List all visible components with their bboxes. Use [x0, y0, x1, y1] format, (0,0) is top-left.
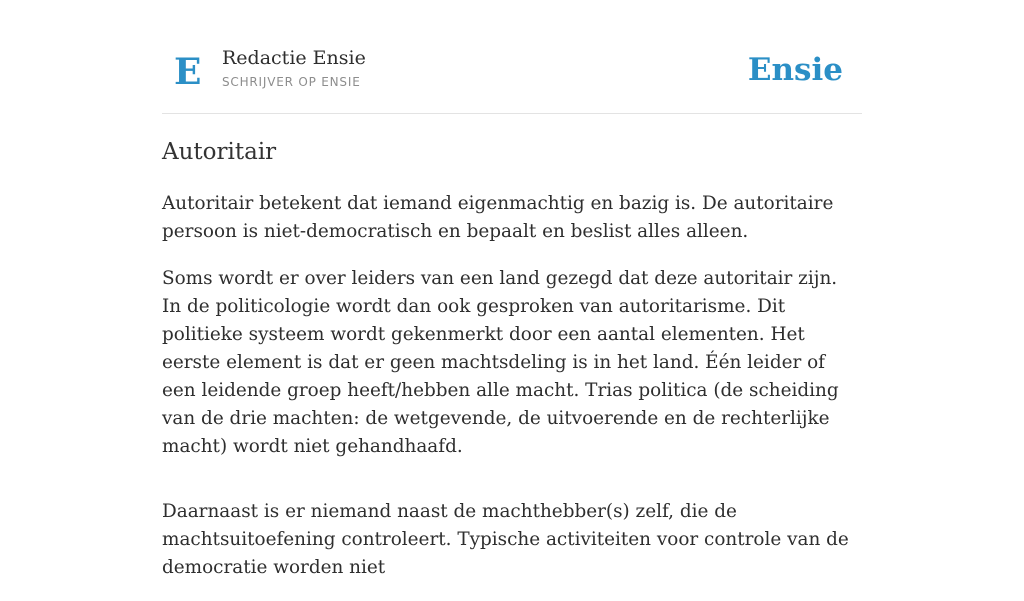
article-paragraph: Autoritair betekent dat iemand eigenmachtig en bazig is. De autoritaire persoon is niet-democratisch en bepaalt en beslist alles alleen.: [162, 193, 834, 242]
article-body: [162, 190, 862, 601]
author-role: SCHRIJVER OP ENSIE: [222, 75, 361, 89]
article-paragraph: Soms wordt er over leiders van een land gezegd dat deze autoritair zijn. In de politicologie wordt dan ook gesproken van autoritarisme. Dit politieke systeem wordt gekenmerkt door een aantal elementen. Het eerste element is dat er geen machtsdeling is in het land. Één leider of een leidende groep heeft/hebben alle macht. Trias politica (de scheiding van de drie machten: de wetgevende, de uitvoerende en de rechterlijke macht) wordt niet gehandhaafd.: [162, 268, 839, 457]
article-title: Autoritair: [162, 139, 277, 165]
ensie-logo-icon[interactable]: E: [174, 51, 202, 93]
author-name[interactable]: Redactie Ensie: [222, 47, 366, 69]
article-paragraph: Daarnaast is er niemand naast de machthebber(s) zelf, die de machtsuitoefening controleert. Typische activiteiten voor controle van de democratie worden niet: [162, 501, 849, 578]
author-header: [162, 38, 862, 114]
brand-logo[interactable]: Ensie: [747, 52, 843, 88]
